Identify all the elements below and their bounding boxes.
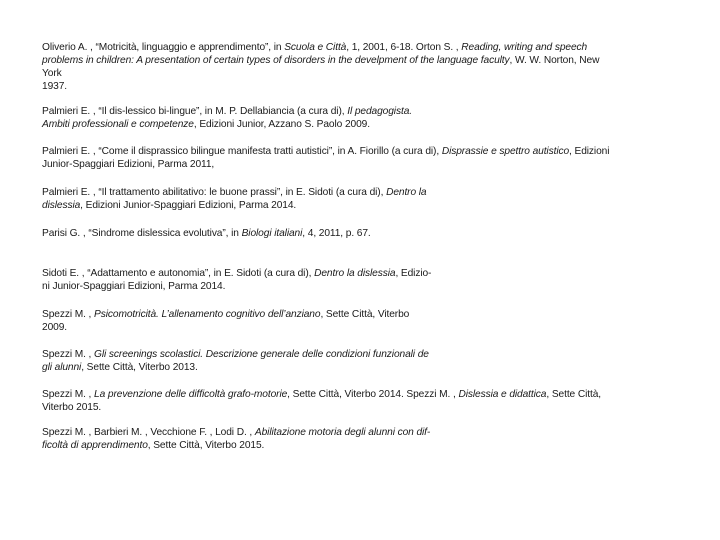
reference-title-text: Ambiti professionali e competenze (42, 119, 194, 130)
reference-text: Spezzi M. , (42, 389, 95, 400)
reference-text: Spezzi M. , (42, 309, 95, 320)
reference-line (42, 105, 672, 118)
reference-line (42, 186, 672, 199)
reference-title-text: La prevenzione delle difficoltà grafo-motorie (94, 389, 288, 400)
reference-line (42, 158, 672, 171)
reference-title-text: gli alunni (42, 362, 82, 373)
reference-text: Spezzi M. , Barbieri M. , Vecchione F. , Lodi D. , (42, 427, 255, 438)
reference-text: 2009. (42, 322, 67, 333)
reference-line (42, 348, 672, 361)
reference-spezzi-2014-2015 (42, 388, 672, 414)
reference-text: , Sette Città, Viterbo 2014. Spezzi M. , (287, 389, 459, 400)
reference-line (42, 80, 672, 93)
reference-title-text: Psicomotricità. L’allenamento cognitivo dell’anziano (94, 309, 321, 320)
reference-line (42, 439, 672, 452)
reference-text: ni Junior-Spaggiari Edizioni, Parma 2014. (42, 281, 226, 292)
reference-title-text: Abilitazione motoria degli alunni con dif- (254, 427, 431, 438)
reference-line (42, 41, 672, 54)
reference-text: , Edizioni Junior-Spaggiari Edizioni, Parma 2014. (80, 200, 297, 211)
reference-line (42, 54, 672, 67)
reference-text: , 4, 2011, p. 67. (302, 228, 371, 239)
reference-line (42, 388, 672, 401)
reference-title-text: Reading, writing and speech (461, 42, 588, 53)
reference-line (42, 118, 672, 131)
reference-text: , Edizioni Junior, Azzano S. Paolo 2009. (193, 119, 370, 130)
reference-text: 1937. (42, 81, 67, 92)
reference-title-text: Dentro la (386, 187, 427, 198)
reference-text: Spezzi M. , (42, 349, 95, 360)
reference-text: Junior-Spaggiari Edizioni, Parma 2011, (42, 159, 215, 170)
reference-text: Parisi G. , “Sindrome dislessica evolutiva”, in (42, 228, 242, 239)
reference-title-text: Disprassie e spettro autistico (441, 146, 570, 157)
reference-title-text: dislessia (42, 200, 81, 211)
reference-line (42, 426, 672, 439)
reference-text: Palmieri E. , “Il dis-lessico bi-lingue”, in M. P. Dellabiancia (a cura di), (42, 106, 348, 117)
reference-line (42, 361, 672, 374)
reference-line (42, 67, 672, 80)
reference-line (42, 308, 672, 321)
reference-text: , Edizioni (569, 146, 610, 157)
reference-text: Oliverio A. , “Motricità, linguaggio e apprendimento”, in (42, 42, 285, 53)
reference-text: York (42, 68, 62, 79)
reference-title-text: ficoltà di apprendimento (42, 440, 148, 451)
reference-title-text: Dentro la dislessia (314, 268, 396, 279)
reference-oliverio-orton (42, 41, 672, 93)
reference-title-text: Gli screenings scolastici. Descrizione generale delle condizioni funzionali de (94, 349, 429, 360)
reference-text: , W. W. Norton, New (509, 55, 600, 66)
reference-text: Sidoti E. , “Adattamento e autonomia”, in E. Sidoti (a cura di), (42, 268, 315, 279)
reference-spezzi-2013 (42, 348, 672, 374)
reference-text: Palmieri E. , “Il trattamento abilitativo: le buone prassi”, in E. Sidoti (a cura di), (42, 187, 387, 198)
reference-parisi-2011 (42, 227, 672, 240)
reference-text: , Sette Città, (546, 389, 602, 400)
reference-line (42, 227, 672, 240)
reference-line (42, 321, 672, 334)
reference-text: Viterbo 2015. (42, 402, 102, 413)
reference-title-text: Biologi italiani (241, 228, 303, 239)
reference-text: , Sette Città, Viterbo 2013. (81, 362, 198, 373)
reference-line (42, 401, 672, 414)
reference-line (42, 280, 672, 293)
reference-text: , Sette Città, Viterbo 2015. (147, 440, 265, 451)
reference-title-text: problems in children: A presentation of certain types of disorders in the develpment of the language faculty (42, 55, 510, 66)
reference-spezzi-2009 (42, 308, 672, 334)
reference-title-text: Dislessia e didattica (458, 389, 547, 400)
reference-title-text: Il pedagogista. (347, 106, 412, 117)
reference-line (42, 267, 672, 280)
reference-palmieri-2009 (42, 105, 672, 131)
reference-text: , 1, 2001, 6-18. Orton S. , (346, 42, 462, 53)
reference-text: , Sette Città, Viterbo (320, 309, 410, 320)
reference-palmieri-2011 (42, 145, 672, 171)
reference-text: , Edizio- (395, 268, 432, 279)
reference-palmieri-2014 (42, 186, 672, 212)
reference-title-text: Scuola e Città (284, 42, 347, 53)
reference-line (42, 199, 672, 212)
reference-text: Palmieri E. , “Come il disprassico bilingue manifesta tratti autistici”, in A. Fiorillo (a cura di), (42, 146, 442, 157)
reference-spezzi-barbieri-2015 (42, 426, 672, 452)
reference-sidoti-2014 (42, 267, 672, 293)
reference-line (42, 145, 672, 158)
